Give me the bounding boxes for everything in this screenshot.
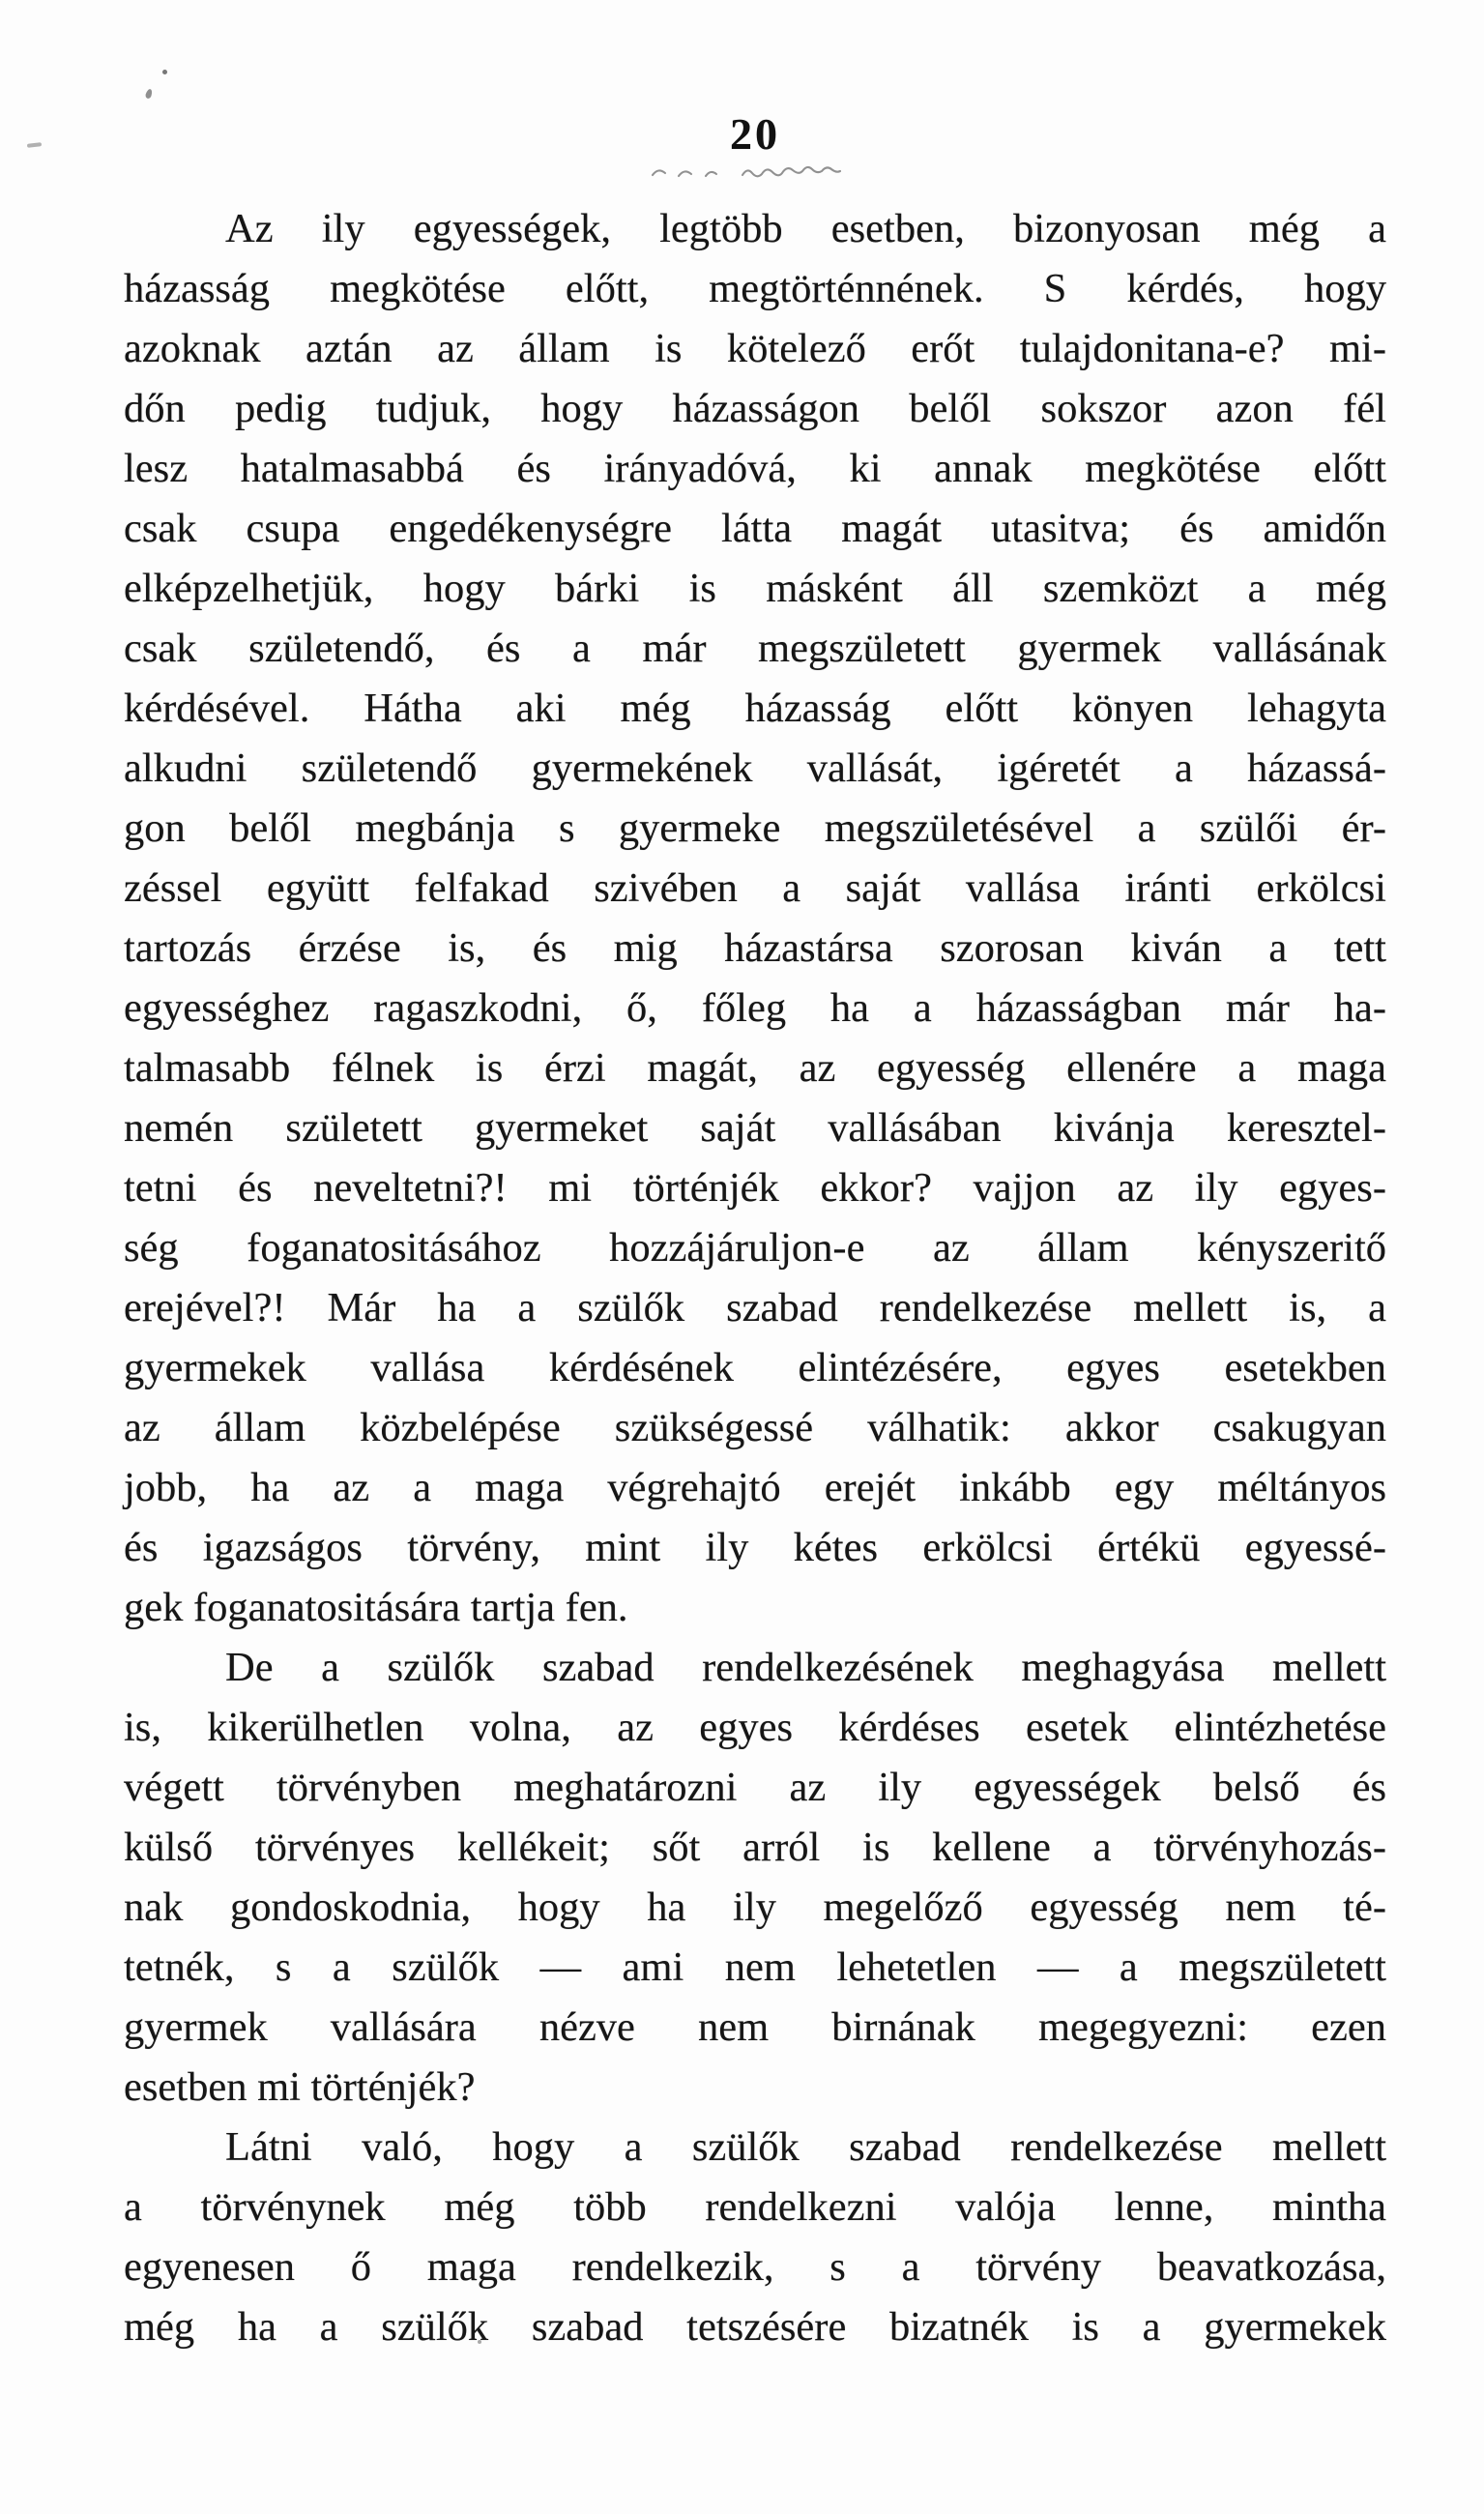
text-line: a törvénynek még több rendelkezni valója lenne, mintha (124, 2184, 1386, 2230)
text-line: De a szülők szabad rendelkezésének meghagyása mellett (225, 1645, 1386, 1690)
scan-speck (145, 88, 154, 99)
text-line: azoknak aztán az állam is kötelező erőt tulajdonitana-e? mi- (124, 326, 1386, 371)
scan-speck (27, 142, 42, 148)
text-line: elképzelhetjük, hogy bárki is másként áll szemközt a még (124, 566, 1386, 611)
text-line: még ha a szülők szabad tetszésére bizatnék is a gyermekek (124, 2304, 1386, 2350)
text-line: tetni és neveltetni?! mi történjék ekkor? vajjon az ily egyes- (124, 1165, 1386, 1211)
text-line: egyességhez ragaszkodni, ő, főleg ha a házasságban már ha- (124, 985, 1386, 1031)
text-line: Az ily egyességek, legtöbb esetben, bizonyosan még a (225, 206, 1386, 251)
text-line: gyermek vallására nézve nem birnának megegyezni: ezen (124, 2004, 1386, 2050)
text-line: nak gondoskodnia, hogy ha ily megelőző egyesség nem té- (124, 1885, 1386, 1930)
text-line: külső törvényes kellékeit; sőt arról is kellene a törvényhozás- (124, 1825, 1386, 1870)
text-line: csak csupa engedékenységre látta magát utasitva; és amidőn (124, 506, 1386, 551)
text-line: tetnék, s a szülők — ami nem lehetetlen — a megszületett (124, 1944, 1386, 1990)
text-line: talmasabb félnek is érzi magát, az egyesség ellenére a maga (124, 1045, 1386, 1091)
text-line: lesz hatalmasabbá és irányadóvá, ki annak megkötése előtt (124, 446, 1386, 491)
text-line: ség foganatositásához hozzájáruljon-e az állam kényszeritő (124, 1225, 1386, 1271)
text-line: végett törvényben meghatározni az ily egyességek belső és (124, 1765, 1386, 1810)
text-line: dőn pedig tudjuk, hogy házasságon belől sokszor azon fél (124, 386, 1386, 431)
text-line: alkudni születendő gyermekének vallását, igéretét a házassá- (124, 745, 1386, 791)
text-line: gon belől megbánja s gyermeke megszületésével a szülői ér- (124, 805, 1386, 851)
text-line: Látni való, hogy a szülők szabad rendelkezése mellett (225, 2124, 1386, 2170)
text-line: és igazságos törvény, mint ily kétes erkölcsi értékü egyessé- (124, 1525, 1386, 1570)
scan-speck (162, 70, 167, 74)
text-line: nemén született gyermeket saját vallásában kivánja keresztel- (124, 1105, 1386, 1151)
text-line: erejével?! Már ha a szülők szabad rendelkezése mellett is, a (124, 1285, 1386, 1330)
text-line: esetben mi történjék? (124, 2064, 476, 2110)
text-line: csak születendő, és a már megszületett gyermek vallásának (124, 626, 1386, 671)
text-line: kérdésével. Hátha aki még házasság előtt könyen lehagyta (124, 686, 1386, 731)
ink-smudge-squiggle (650, 162, 862, 184)
page-number: 20 (730, 109, 780, 159)
text-line: gyermekek vallása kérdésének elintézésére, egyes esetekben (124, 1345, 1386, 1390)
text-line: az állam közbelépése szükségessé válhatik: akkor csakugyan (124, 1405, 1386, 1450)
text-line: jobb, ha az a maga végrehajtó erejét inkább egy méltányos (124, 1465, 1386, 1510)
text-line: egyenesen ő maga rendelkezik, s a törvény beavatkozása, (124, 2244, 1386, 2290)
text-line: házasság megkötése előtt, megtörténnének. S kérdés, hogy (124, 266, 1386, 311)
text-line: gek foganatositására tartja fen. (124, 1585, 628, 1630)
text-line: is, kikerülhetlen volna, az egyes kérdéses esetek elintézhetése (124, 1705, 1386, 1750)
text-line: tartozás érzése is, és mig házastársa szorosan kiván a tett (124, 925, 1386, 971)
text-line: zéssel együtt felfakad szivében a saját vallása iránti erkölcsi (124, 865, 1386, 911)
body-text (124, 199, 1386, 2357)
